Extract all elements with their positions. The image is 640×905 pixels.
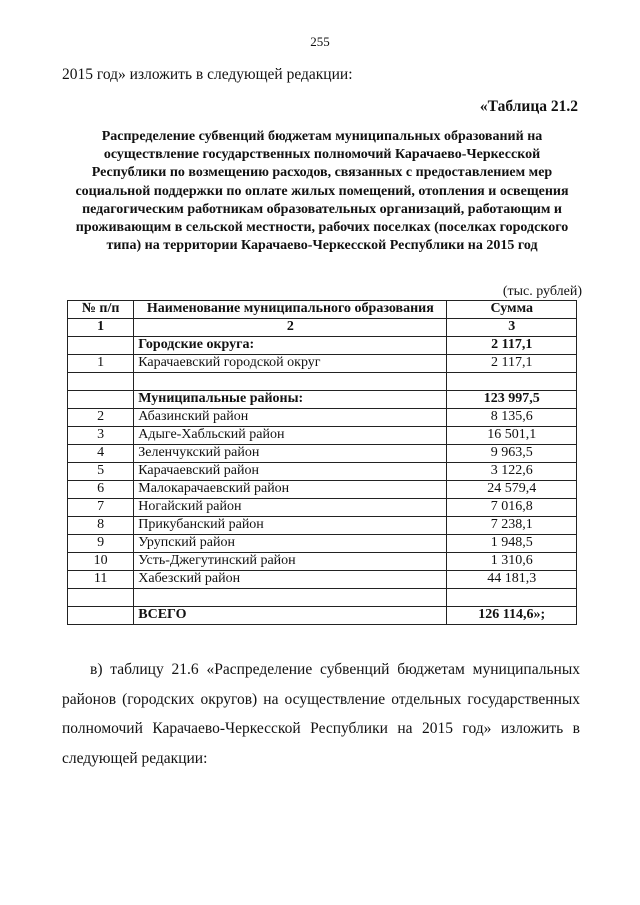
table-row — [68, 517, 577, 535]
table-row — [68, 553, 577, 571]
total-row — [68, 607, 577, 625]
districts-section-title: Муниципальные районы: — [134, 391, 447, 409]
row-name: Урупский район — [134, 535, 447, 553]
districts-section-row — [68, 391, 577, 409]
table-row — [68, 499, 577, 517]
table-row — [68, 445, 577, 463]
row-name: Ногайский район — [134, 499, 447, 517]
row-number: 7 — [68, 499, 134, 517]
row-sum: 24 579,4 — [447, 481, 577, 499]
row-name: Карачаевский район — [134, 463, 447, 481]
row-number: 3 — [68, 427, 134, 445]
row-sum: 44 181,3 — [447, 571, 577, 589]
districts-section-total: 123 997,5 — [447, 391, 577, 409]
total-label: ВСЕГО — [134, 607, 447, 625]
row-sum: 1 948,5 — [447, 535, 577, 553]
header-name: Наименование муниципального образования — [134, 301, 447, 319]
table-row — [68, 571, 577, 589]
table-row — [68, 409, 577, 427]
header-number: № п/п — [68, 301, 134, 319]
row-name: Прикубанский район — [134, 517, 447, 535]
row-number: 6 — [68, 481, 134, 499]
column-numbers-row — [68, 319, 577, 337]
row-number: 11 — [68, 571, 134, 589]
intro-text: 2015 год» изложить в следующей редакции: — [62, 66, 353, 83]
row-name: Карачаевский городской округ — [134, 355, 447, 373]
row-number: 8 — [68, 517, 134, 535]
row-name: Адыге-Хабльский район — [134, 427, 447, 445]
row-sum: 3 122,6 — [447, 463, 577, 481]
row-sum: 1 310,6 — [447, 553, 577, 571]
row-name: Малокарачаевский район — [134, 481, 447, 499]
table-row — [68, 463, 577, 481]
row-sum: 8 135,6 — [447, 409, 577, 427]
urban-section-title: Городские округа: — [134, 337, 447, 355]
table-row — [68, 481, 577, 499]
row-name: Зеленчукский район — [134, 445, 447, 463]
table-row — [68, 355, 577, 373]
urban-section-row — [68, 337, 577, 355]
col-number-2: 2 — [134, 319, 447, 337]
empty-row — [68, 589, 577, 607]
row-sum: 7 238,1 — [447, 517, 577, 535]
table-row — [68, 535, 577, 553]
row-number: 5 — [68, 463, 134, 481]
row-number: 9 — [68, 535, 134, 553]
row-name: Абазинский район — [134, 409, 447, 427]
table-row — [68, 427, 577, 445]
table-title: Распределение субвенций бюджетам муниципальных образований на осуществление государственных полномочий Карачаево-Черкесской Республики по возмещению расходов, связанных с предоставлением мер социальной поддержки по оплате жилых помещений, отопления и освещения педагогическим работникам образовательных организаций, работающим и проживающим в сельской местности, рабочих поселках (поселках городского типа) на территории Карачаево-Черкесской Республики на 2015 год — [75, 129, 569, 254]
row-sum: 9 963,5 — [447, 445, 577, 463]
table-label: «Таблица 21.2 — [479, 98, 578, 115]
row-number: 10 — [68, 553, 134, 571]
page-number: 255 — [310, 34, 330, 49]
col-number-3: 3 — [447, 319, 577, 337]
distribution-table — [67, 300, 577, 625]
instruction-paragraph: в) таблицу 21.6 «Распределение субвенций бюджетам муниципальных районов (городских округов) на осуществление отдельных государственных полномочий Карачаево-Черкесской Республики на 2015 год» изложить в следующей редакции: — [62, 661, 580, 767]
row-number: 2 — [68, 409, 134, 427]
urban-section-total: 2 117,1 — [447, 337, 577, 355]
empty-row — [68, 373, 577, 391]
table-header-row — [68, 301, 577, 319]
row-number: 1 — [68, 355, 134, 373]
row-number: 4 — [68, 445, 134, 463]
header-sum: Сумма — [447, 301, 577, 319]
total-value: 126 114,6»; — [447, 607, 577, 625]
row-name: Усть-Джегутинский район — [134, 553, 447, 571]
row-name: Хабезский район — [134, 571, 447, 589]
units-label: (тыс. рублей) — [502, 284, 582, 299]
col-number-1: 1 — [68, 319, 134, 337]
row-sum: 7 016,8 — [447, 499, 577, 517]
row-sum: 2 117,1 — [447, 355, 577, 373]
row-sum: 16 501,1 — [447, 427, 577, 445]
